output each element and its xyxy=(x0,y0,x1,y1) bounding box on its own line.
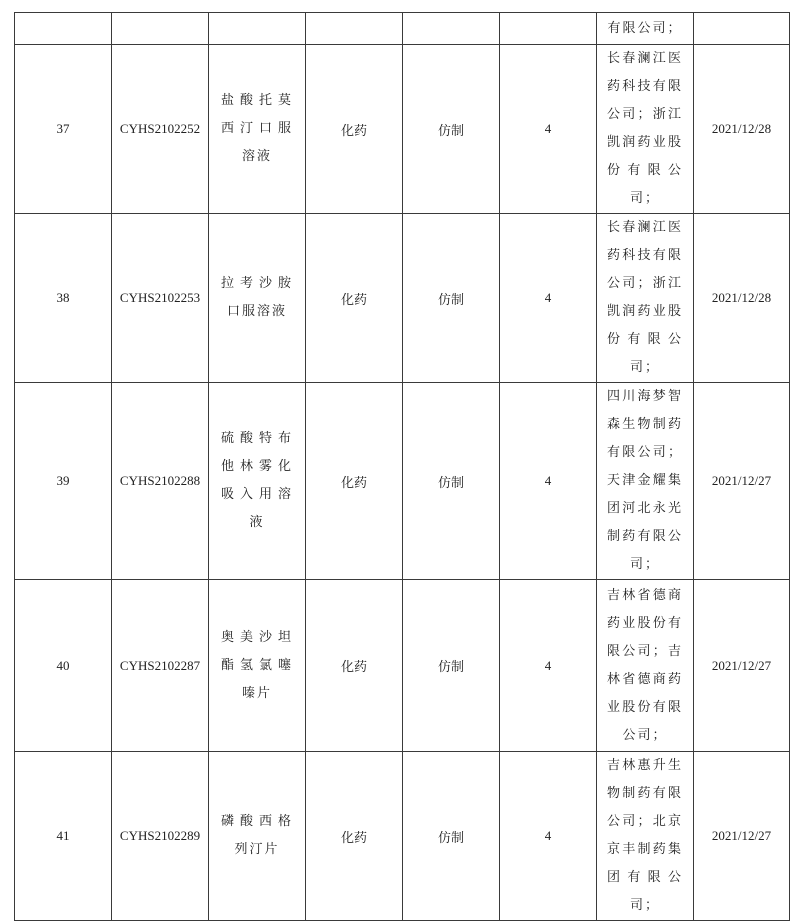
cell-class: 4 xyxy=(500,383,597,580)
table-row-continuation xyxy=(15,13,790,45)
cell-class xyxy=(500,13,597,45)
cell-no: 37 xyxy=(15,45,112,214)
cell-type: 仿制 xyxy=(403,214,500,383)
cell-company xyxy=(597,383,694,580)
drug-name: 硫酸特布他林雾化吸入用溶液 xyxy=(221,431,293,530)
cell-class: 4 xyxy=(500,214,597,383)
cell-name xyxy=(209,45,306,214)
company-text: 长春澜江医药科技有限公司；浙江凯润药业股份有限公司； xyxy=(607,220,683,375)
company-text: 有限公司； xyxy=(607,20,683,36)
cell-class: 4 xyxy=(500,752,597,921)
company-text: 吉林惠升生物制药有限公司；北京京丰制药集团有限公司； xyxy=(607,758,683,913)
cell-code: CYHS2102252 xyxy=(112,45,209,214)
cell-category: 化药 xyxy=(306,580,403,752)
cell-company xyxy=(597,13,694,45)
cell-name xyxy=(209,13,306,45)
table-row xyxy=(15,214,790,383)
drug-name: 盐酸托莫西汀口服溶液 xyxy=(221,93,293,164)
cell-no: 41 xyxy=(15,752,112,921)
cell-type: 仿制 xyxy=(403,580,500,752)
drug-approval-table xyxy=(14,12,790,921)
cell-company xyxy=(597,45,694,214)
cell-category: 化药 xyxy=(306,383,403,580)
cell-name xyxy=(209,383,306,580)
cell-date: 2021/12/27 xyxy=(694,580,790,752)
cell-class: 4 xyxy=(500,580,597,752)
company-text: 吉林省德商药业股份有限公司；吉林省德商药业股份有限公司； xyxy=(607,587,683,743)
table-row xyxy=(15,45,790,214)
cell-code: CYHS2102288 xyxy=(112,383,209,580)
cell-date: 2021/12/28 xyxy=(694,45,790,214)
cell-code: CYHS2102287 xyxy=(112,580,209,752)
cell-class: 4 xyxy=(500,45,597,214)
cell-date: 2021/12/28 xyxy=(694,214,790,383)
cell-no: 39 xyxy=(15,383,112,580)
drug-name: 拉考沙胺口服溶液 xyxy=(221,276,293,319)
company-text: 四川海梦智森生物制药有限公司；天津金耀集团河北永光制药有限公司； xyxy=(607,389,683,572)
cell-category: 化药 xyxy=(306,752,403,921)
cell-type: 仿制 xyxy=(403,45,500,214)
cell-category: 化药 xyxy=(306,45,403,214)
cell-company xyxy=(597,752,694,921)
cell-name xyxy=(209,752,306,921)
cell-date xyxy=(694,13,790,45)
cell-company xyxy=(597,580,694,752)
drug-name: 奥美沙坦酯氢氯噻嗪片 xyxy=(221,629,293,701)
cell-no: 40 xyxy=(15,580,112,752)
company-text: 长春澜江医药科技有限公司；浙江凯润药业股份有限公司； xyxy=(607,51,683,206)
cell-type: 仿制 xyxy=(403,383,500,580)
cell-date: 2021/12/27 xyxy=(694,752,790,921)
cell-date: 2021/12/27 xyxy=(694,383,790,580)
table-row xyxy=(15,580,790,752)
cell-name xyxy=(209,214,306,383)
cell-category xyxy=(306,13,403,45)
cell-type xyxy=(403,13,500,45)
cell-name xyxy=(209,580,306,752)
cell-code: CYHS2102253 xyxy=(112,214,209,383)
cell-type: 仿制 xyxy=(403,752,500,921)
table-row xyxy=(15,383,790,580)
table-row xyxy=(15,752,790,921)
cell-category: 化药 xyxy=(306,214,403,383)
cell-company xyxy=(597,214,694,383)
drug-name: 磷酸西格列汀片 xyxy=(221,814,293,857)
cell-code: CYHS2102289 xyxy=(112,752,209,921)
cell-no xyxy=(15,13,112,45)
cell-code xyxy=(112,13,209,45)
cell-no: 38 xyxy=(15,214,112,383)
